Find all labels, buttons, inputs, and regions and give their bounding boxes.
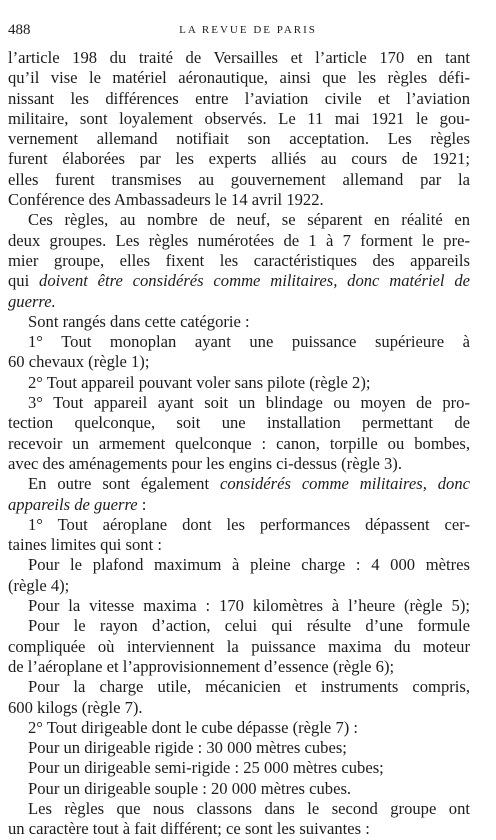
running-head [8, 22, 488, 44]
text-line: nissant les différences entre l’aviation civile et l’aviation [8, 88, 470, 108]
emphasis: guerre. [8, 291, 56, 311]
page-number: 488 [8, 22, 31, 38]
text-line: militaire, sont loyalement observés. Le 11 mai 1921 le gou- [8, 108, 470, 128]
text-line: deux groupes. Les règles numérotées de 1 à 7 forment le pre- [8, 230, 470, 250]
text-line: En outre sont également considérés comme militaires, donc [28, 474, 470, 494]
journal-title: LA REVUE DE PARIS [179, 24, 317, 36]
text-line: 1° Tout aéroplane dont les performances dépassent cer- [28, 514, 470, 534]
text-line: (règle 4); [8, 575, 70, 595]
text-line: 2° Tout dirigeable dont le cube dépasse (règle 7) : [28, 717, 359, 737]
text-line: Sont rangés dans cette catégorie : [28, 311, 250, 331]
text-line: Pour le plafond maximum à pleine charge : 4 000 mètres [28, 555, 470, 575]
text-line: 1° Tout monoplan ayant une puissance supérieure à [28, 332, 470, 352]
text-line: qu’il vise le matériel aéronautique, ainsi que les règles défi- [8, 68, 470, 88]
text-line: 60 chevaux (règle 1); [8, 352, 150, 372]
text-line: l’article 198 du traité de Versailles et l’article 170 en tant [8, 48, 470, 67]
text-line: Les règles que nous classons dans le second groupe ont [28, 798, 470, 818]
text-line: furent élaborées par les experts alliés au cours de 1921; [8, 149, 470, 169]
text-line: elles furent transmises au gouvernement allemand par la [8, 169, 470, 189]
emphasis: doivent être considérés comme militaires, donc matériel de [39, 271, 470, 291]
text-line: qui doivent être considérés comme militaires, donc matériel de [8, 271, 470, 291]
text-line: un caractère tout à fait différent; ce sont les suivantes : [8, 819, 370, 839]
text-line: taines limites qui sont : [8, 535, 162, 555]
text-line: 2° Tout appareil pouvant voler sans pilote (règle 2); [28, 372, 371, 392]
text-line: Pour le rayon d’action, celui qui résulte d’une formule [28, 616, 470, 636]
text-line: Pour la vitesse maxima : 170 kilomètres à l’heure (règle 5); [28, 596, 470, 616]
emphasis: considérés comme militaires, donc [219, 474, 470, 494]
text-line: Ces règles, au nombre de neuf, se séparent en réalité en [28, 210, 470, 230]
text-line: avec des aménagements pour les engins ci-dessus (règle 3). [8, 453, 402, 473]
text-line: 3° Tout appareil ayant soit un blindage ou moyen de pro- [28, 393, 470, 413]
emphasis: appareils de guerre [8, 494, 138, 514]
text-line: de l’aéroplane et l’approvisionnement d’essence (règle 6); [8, 656, 395, 676]
text-line: Pour un dirigeable rigide : 30 000 mètres cubes; [28, 738, 347, 758]
text-line: mier groupe, elles fixent les caractéristiques des appareils [8, 250, 470, 270]
text-line: Pour un dirigeable souple : 20 000 mètres cubes. [28, 778, 352, 798]
text-line: tection quelconque, soit une installation permettant de [8, 413, 470, 433]
text-line: Pour la charge utile, mécanicien et instruments compris, [28, 677, 470, 697]
body-text [8, 48, 470, 840]
text-line: recevoir un armement quelconque : canon, torpille ou bombes, [8, 433, 470, 453]
text-line: appareils de guerre : [8, 494, 147, 514]
text-line: 600 kilogs (règle 7). [8, 697, 143, 717]
text-line: compliquée où interviennent la puissance maxima du moteur [8, 636, 470, 656]
text-line: Conférence des Ambassadeurs le 14 avril 1922. [8, 190, 324, 210]
text-line [8, 292, 470, 312]
text-line: Pour un dirigeable semi-rigide : 25 000 mètres cubes; [28, 758, 384, 778]
text-line: vernement allemand notifiait son acceptation. Les règles [8, 129, 470, 149]
